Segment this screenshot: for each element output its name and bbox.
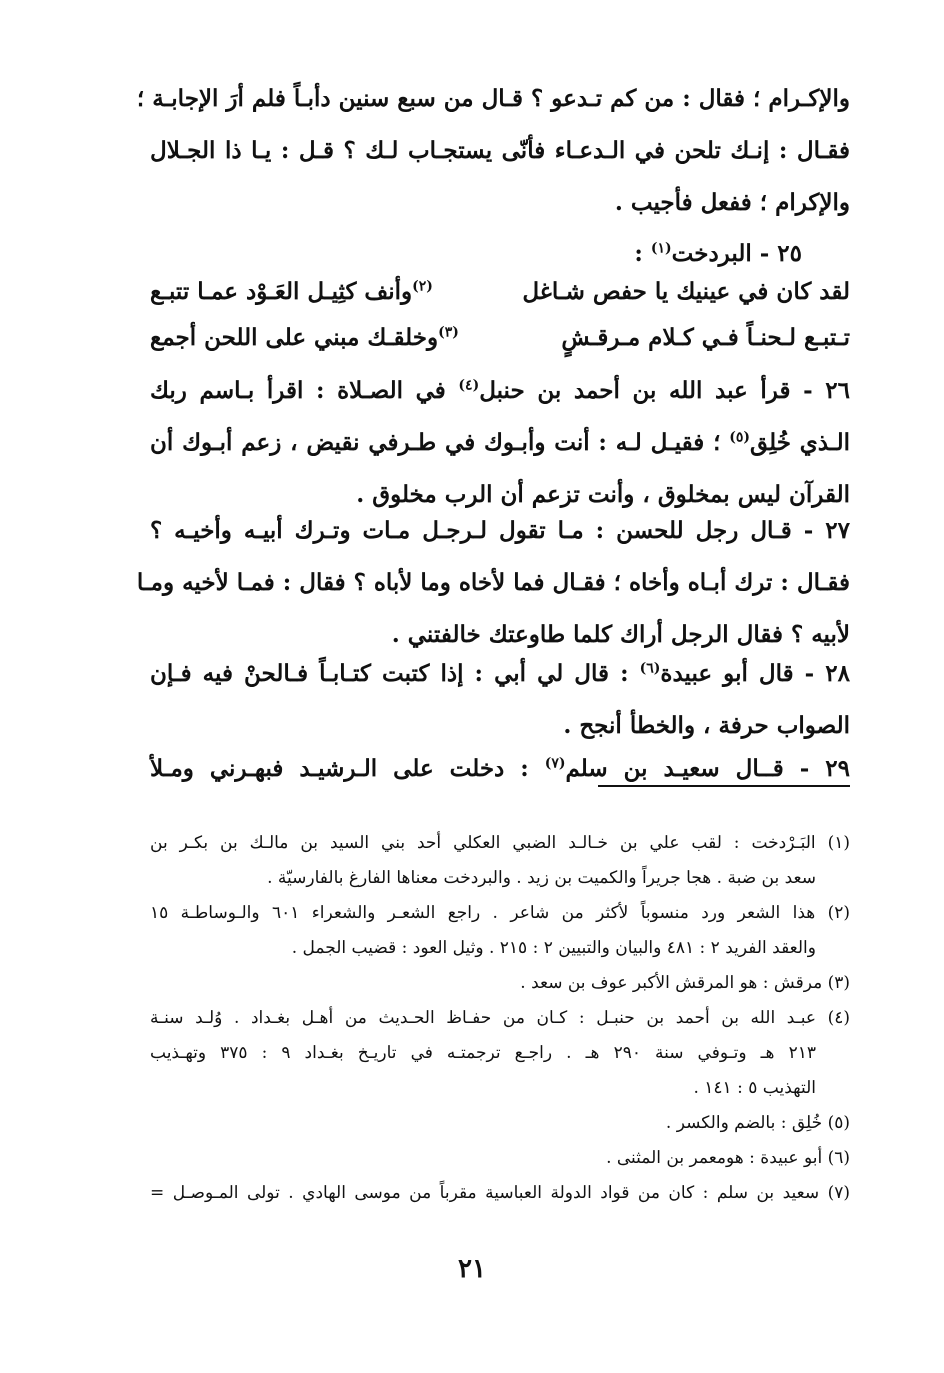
footnote-2: (٢) هذا الشعر ورد منسوباً لأكثر من شاعر . راجع الشعـر والشعراء ٦٠١ والـوساطـة ١٥ bbox=[150, 903, 851, 923]
footnote-1: (١) البَـرْدخت : لقب علي بن خـالـد الضبي العكلي أحد بني السيد بن مالـك بن بكـر بن bbox=[150, 833, 850, 853]
text-line: والإكرام ؛ ففعل فأجيب . bbox=[614, 189, 850, 216]
item-28 bbox=[150, 648, 850, 752]
footnote-ref: (٢) bbox=[412, 278, 433, 295]
text-line: ٢٦ - قرأ عبد الله بن أحمد بن حنبل$^{(٤)}$ في الصـلاة : اقرأ بـاسم ربك bbox=[150, 377, 850, 404]
text-line: الـذي خُلِق$^{(٥)}$ ؛ فقيـل لـه : أنت وأبـوك في طـرفي نقيض ، زعم أبـوك أن bbox=[150, 429, 851, 456]
text-line: فقـال : إنـك تلحن في الـدعـاء فأنّى يستجـاب لـك ؟ قـل : يـا ذا الجـلال bbox=[150, 137, 850, 164]
text-line: لأبيه ؟ فقال الرجل أراك كلما طاوعتك خالفتني . bbox=[391, 621, 850, 648]
footnote-6: (٦) أبو عبيدة : هومعمر بن المثنى . bbox=[606, 1148, 850, 1168]
text-line: ٢٩ - قــال سعيـد بن سلم$^{(٧)}$ : دخلت على الـرشيـد فبهـرني ومـلأ bbox=[150, 755, 850, 782]
footnote-3: (٣) مرقش : هو المرقش الأكبر عوف بن سعد . bbox=[520, 973, 850, 993]
footnote-ref: (٦) bbox=[639, 660, 661, 677]
footnote-4: (٤) عبـد الله بن أحمد بن حنبـل : كـان من حفـاظ الحـديث من أهـل بغـداد . وُلـد سنـة bbox=[150, 1008, 850, 1028]
text-line: والإكـرام ؛ فقال : من كم تـدعو ؟ قـال من سبع سنين دأبـاً فلم أرَ الإجابـة ؛ bbox=[136, 85, 850, 112]
footnote-ref: (١) bbox=[650, 240, 672, 257]
footnote-4-cont: التهذيب ٥ : ١٤١ . bbox=[693, 1078, 816, 1098]
footnote-7: (٧) سعيد بن سلم : كان من قواد الدولة العباسية مقرباً من موسى الهادي . تولى المـوصـل = bbox=[150, 1183, 850, 1203]
verse-1-second-hemistich: $^{(٢)}$وأنف كثِيـل العَـوْد عمـا تتبـع bbox=[150, 278, 433, 305]
item-26 bbox=[150, 365, 850, 521]
text-line: القرآن ليس بمخلوق ، وأنت تزعم أن الرب مخلوق . bbox=[356, 481, 850, 508]
footnote-ref: (٧) bbox=[544, 755, 566, 772]
text-line: فقـال : ترك أبـاه وأخاه ؛ فقـال فما لأخاه وما لأباه ؟ فقال : فمـا لأخيه ومـا bbox=[136, 569, 850, 596]
item-25-heading bbox=[150, 228, 850, 280]
paragraph-prayer-story bbox=[136, 73, 850, 229]
footnote-ref: (٣) bbox=[438, 324, 459, 341]
footnote-ref: (٤) bbox=[458, 377, 480, 394]
item-25-colon: : bbox=[634, 240, 651, 267]
verse-1-first-hemistich: لقد كان في عينيك يا حفص شـاغل bbox=[522, 278, 850, 305]
footnote-1-cont: سعد بن ضبة . هجا جريراً والكميت بن زيد . والبردخت معناها الفارغ بالفارسيّة . bbox=[267, 868, 816, 888]
footnote-5: (٥) خُلِق : بالضم والكسر . bbox=[665, 1113, 850, 1133]
footnote-ref: (٥) bbox=[729, 429, 750, 446]
footnote-4-cont: ٢١٣ هـ وتـوفي سنة ٢٩٠ هـ . راجـع ترجمتـه في تاريـخ بغـداد ٩ : ٣٧٥ وتهـذيب bbox=[150, 1043, 816, 1063]
text-line: ٢٧ - قـال رجل للحسن : مـا تقول لـرجـل مـات وتـرك أبيـه وأخيـه ؟ bbox=[150, 517, 850, 544]
footnote-2-cont: والعقد الفريد ٢ : ٤٨١ والبيان والتبيين ٢ : ٢١٥ . وثيل العود : قضيب الجمل . bbox=[291, 938, 816, 958]
verse-2-second-hemistich: $^{(٣)}$وخلقـك مبني على اللحن أجمع bbox=[150, 324, 459, 351]
footnotes bbox=[150, 826, 850, 1211]
item-25-title: ٢٥ - البردخت bbox=[671, 240, 802, 267]
verse-2-first-hemistich: تـتبـع لـحنـاً فـي كـلام مـرقـشٍ bbox=[561, 324, 850, 351]
page-number: ٢١ bbox=[458, 1254, 486, 1284]
text-line: ٢٨ - قال أبو عبيدة$^{(٦)}$ : قال لي أبي : إذا كتبت كتـابـاً فـالحنْ فيه فـإن bbox=[150, 660, 850, 687]
text-line: الصواب حرفة ، والخطأ أنجح . bbox=[563, 712, 850, 739]
footnote-separator bbox=[598, 785, 850, 787]
item-29 bbox=[150, 743, 850, 795]
item-27 bbox=[136, 505, 850, 661]
